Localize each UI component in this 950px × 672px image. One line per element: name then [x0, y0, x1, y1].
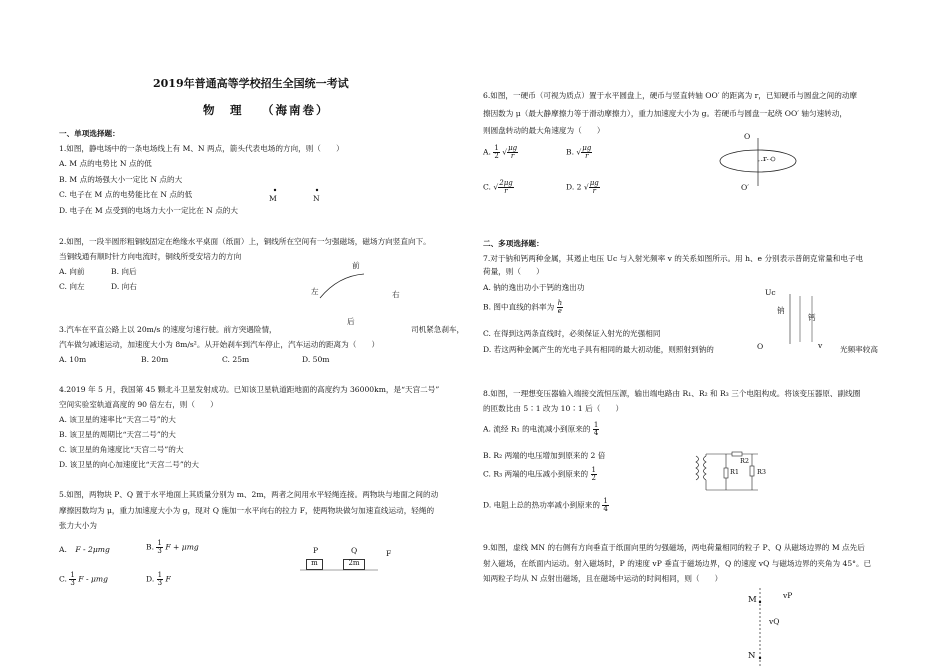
q6-d-d: r [592, 187, 596, 195]
q3-option-c: C. 25m [222, 355, 250, 364]
q8-c-d: 2 [591, 474, 596, 482]
q3-line-1a: 3.汽车在平直公路上以 20m/s 的速度匀速行驶。前方突遇险情， [59, 325, 277, 334]
q9-fig-vq: vQ [769, 617, 780, 626]
q7-fig-o: O [757, 342, 764, 351]
q8-fig-r2: R2 [740, 457, 750, 465]
q8-line-1: 8.如图，一理想变压器输入端接交流恒压源，输出端电路由 R₁、R₂ 和 R₃ 三个电阻构成。将该变压器原、副线圈 [483, 389, 861, 398]
q5-option-a [59, 546, 110, 554]
q4-option-b: B. 该卫星的周期比“天宫二号”的大 [59, 430, 176, 439]
q2-option-c: C. 向左 [59, 282, 85, 291]
q5-ground [300, 569, 380, 573]
q5-option-c-expr: F - μmg [78, 574, 108, 584]
q4-line-1: 4.2019 年 5 月，我国第 45 颗北斗卫星发射成功。已知该卫星轨道距地面的高度约为 36000km，是“天宫二号” [59, 385, 440, 394]
q8-d-d: 4 [603, 505, 608, 513]
q4-option-a: A. 该卫星的速率比“天宫二号”的大 [59, 415, 176, 424]
q7-line-2: 荷量，则（ ） [483, 267, 544, 276]
q5-option-a-expr: F - 2μmg [75, 545, 110, 554]
q5-option-c-label: C. [59, 574, 67, 584]
q5-option-c-frac [69, 572, 75, 587]
q8-option-b: B. R₂ 两端的电压增加到原来的 2 倍 [483, 451, 606, 460]
q7-option-d: D. 若这两种金属产生的光电子具有相同的最大初动能，则照射到钠的 [483, 345, 714, 354]
q6-option-a [483, 145, 518, 160]
q2-dir-right: 右 [392, 290, 400, 299]
q5-option-b-label: B. [146, 542, 154, 552]
q9-fig-vp: vP [783, 591, 793, 600]
q2-dir-front: 前 [352, 261, 360, 270]
q8-option-a-text: A. 流经 R₁ 的电流减小到原来的 [483, 424, 591, 434]
q6-line-3: 则圆盘转动的最大角速度为（ ） [483, 126, 605, 135]
q8-fig-r1: R1 [730, 468, 740, 476]
q7-line-1: 7.对于钠和钙两种金属，其遏止电压 Uc 与入射光频率 v 的关系如图所示。用 h、e 分别表示普朗克常量和电子电 [483, 254, 864, 263]
q9-line-3: 知两粒子均从 N 点射出磁场，且在磁场中运动的时间相同，则（ ） [483, 574, 723, 583]
q8-option-a [483, 422, 599, 437]
q8-a-n: 1 [593, 421, 599, 429]
q6-a-d: r [510, 152, 515, 160]
q5-block-q-label: 2m [348, 559, 360, 567]
volume-title: （海南卷） [262, 103, 330, 117]
exam-title: 2019年普通高等学校招生全国统一考试 [153, 77, 349, 90]
q6-c-sqrt: √ $\frac{2\mu g}{r}$ [493, 179, 513, 195]
q8-d-n: 1 [603, 497, 608, 505]
q7-figure [760, 292, 840, 350]
q5-option-b-expr: F + μmg [165, 542, 199, 552]
q6-coin [771, 157, 775, 161]
q5-line-2: 摩擦因数均为 μ，重力加速度大小为 g，现对 Q 施加一水平向右的拉力 F，使两物块做匀加速直线运动，轻绳的 [59, 506, 435, 515]
q7-b-n: h [557, 299, 563, 307]
q7-option-b-text: B. 图中直线的斜率为 [483, 302, 555, 312]
q2-option-d: D. 向右 [111, 282, 137, 291]
q3-option-a: A. 10m [59, 355, 87, 364]
q5-line-1: 5.如图，两物块 P、Q 置于水平地面上其质量分别为 m、2m，两者之间用水平轻绳连接。两物块与地面之间的动 [59, 490, 439, 499]
q3-line-1b: 司机紧急刹车， [411, 325, 465, 334]
q1-option-c: C. 电子在 M 点的电势能比在 N 点的低 [59, 190, 193, 199]
q5-option-d-frac [157, 572, 163, 587]
q6-d-n: μg [589, 179, 599, 187]
q5-fig-label-f: F [386, 549, 392, 558]
q2-option-a: A. 向前 [59, 267, 85, 276]
q6-option-d-label: D. 2 [566, 182, 582, 192]
q5-option-b-frac [156, 540, 162, 555]
q5-c-den: 3 [70, 579, 75, 587]
q3-line-2: 汽车做匀减速运动，加速度大小为 8m/s²。从开始刹车到汽车停止，汽车运动的距离为（ ） [59, 340, 380, 349]
q8-d-frac [602, 498, 608, 513]
q5-option-d [146, 572, 171, 587]
q8-c-n: 1 [591, 466, 596, 474]
q6-a-coef [493, 145, 499, 160]
q6-figure [710, 132, 810, 190]
q6-a-coef-d: 2 [494, 152, 499, 160]
q9-point-m [759, 601, 761, 603]
q4-option-c: C. 该卫星的角速度比“天宫二号”的大 [59, 445, 184, 454]
q6-d-sqrt: √ $\frac{\mu g}{r}$ [583, 179, 599, 195]
q6-c-n: 2μg [499, 179, 513, 187]
q3-option-d: D. 50m [302, 355, 330, 364]
q7-fig-na: 钠 [777, 306, 785, 315]
q8-line-2: 的匝数比由 5∶1 改为 10∶1 后（ ） [483, 404, 624, 413]
q3-option-b: B. 20m [141, 355, 169, 364]
q5-option-b [146, 540, 199, 555]
q2-line-1: 2.如图，一段半圆形粗铜线固定在绝缘水平桌面（纸面）上，铜线所在空间有一匀强磁场，磁场方向竖直向下。 [59, 237, 431, 246]
q6-option-b [566, 145, 592, 160]
section-single-choice: 一、单项选择题： [59, 129, 120, 138]
q5-fig-label-q: Q [351, 546, 358, 555]
q8-r3 [750, 466, 754, 476]
q6-b-d: r [585, 152, 589, 160]
q9-point-n [759, 657, 761, 659]
subject-title: 物 理 [203, 103, 244, 117]
q5-b-den: 3 [157, 547, 162, 555]
q6-option-a-label: A. [483, 147, 491, 157]
q1-point-m [274, 189, 276, 191]
q5-fig-label-p: P [313, 546, 319, 555]
q6-b-n: μg [582, 144, 592, 152]
q5-option-d-label: D. [146, 574, 155, 584]
q5-option-a-label: A. [59, 545, 67, 554]
q8-r2 [732, 452, 742, 456]
q6-option-b-label: B. [566, 147, 574, 157]
q2-option-b: B. 向后 [111, 267, 137, 276]
q1-label-m: M [269, 194, 277, 203]
q9-figure [750, 588, 810, 668]
q6-fig-r: r [763, 154, 767, 163]
q7-option-b [483, 300, 563, 315]
q2-dir-back: 后 [347, 317, 355, 326]
q8-option-c [483, 467, 597, 482]
q7-option-a: A. 钠的逸出功小于钙的逸出功 [483, 283, 585, 292]
q7-fig-uc: Uc [765, 288, 776, 297]
q2-dir-left: 左 [311, 287, 319, 296]
q4-line-2: 空间实验室轨道高度的 90 倍左右，则（ ） [59, 400, 218, 409]
q5-option-c [59, 572, 108, 587]
q8-secondary-coil [704, 456, 707, 480]
q5-d-den: 3 [157, 579, 163, 587]
q5-c-num: 1 [70, 571, 75, 579]
q5-block-p-label: m [311, 559, 318, 567]
section-multi-choice: 二、多项选择题： [483, 239, 544, 248]
q2-line-2: 当铜线通有顺时针方向电流时，铜线所受安培力的方向 [59, 252, 242, 261]
q6-fig-o-prime: O′ [741, 183, 749, 192]
q7-fig-ca: 钙 [808, 313, 816, 322]
q5-line-3: 张力大小为 [59, 521, 97, 530]
q5-d-num: 1 [157, 571, 163, 579]
q6-line-2: 擦因数为 μ（最大静摩擦力等于滑动摩擦力），重力加速度大小为 g。若硬币与圆盘一起绕 OO′ 轴匀速转动， [483, 109, 847, 118]
q7-b-frac [557, 300, 564, 315]
q6-c-d: r [504, 187, 508, 195]
q4-option-d: D. 该卫星的向心加速度比“天宫二号”的大 [59, 460, 199, 469]
q8-a-d: 4 [593, 429, 599, 437]
q5-option-d-expr: F [165, 574, 171, 584]
q1-stem: 1.如图，静电场中的一条电场线上有 M、N 两点，箭头代表电场的方向，则（ ） [59, 144, 344, 153]
q8-option-d-text: D. 电阻上总的热功率减小到原来的 [483, 500, 600, 510]
q1-label-n: N [313, 194, 320, 203]
q8-fig-r3: R3 [757, 468, 767, 476]
q7-option-d-tail: 光频率较高 [840, 345, 878, 354]
q8-c-frac [591, 467, 597, 482]
q6-a-n: μg [508, 144, 518, 152]
q9-fig-n: N [748, 651, 756, 661]
q8-circuit [688, 450, 768, 496]
q8-option-c-text: C. R₃ 两端的电压减小到原来的 [483, 469, 589, 479]
q7-option-c: C. 在得到这两条直线时，必须保证入射光的光强相同 [483, 329, 661, 338]
q9-fig-m: M [748, 595, 757, 605]
q5-b-num: 1 [157, 539, 162, 547]
q6-line-1: 6.如图，一硬币（可视为质点）置于水平圆盘上，硬币与竖直转轴 OO′ 的距离为 r，已知硬币与圆盘之间的动摩 [483, 91, 858, 100]
q1-option-d: D. 电子在 M 点受到的电场力大小一定比在 N 点的大 [59, 206, 238, 215]
q1-option-a: A. M 点的电势比 N 点的低 [59, 159, 152, 168]
q9-line-2: 射入磁场，在纸面内运动。射入磁场时，P 的速度 vP 垂直于磁场边界，Q 的速度 vQ 与磁场边界的夹角为 45°。已 [483, 559, 872, 568]
q6-a-coef-n: 1 [494, 144, 499, 152]
q6-option-d [566, 180, 600, 195]
q1-point-n [316, 189, 318, 191]
q1-option-b: B. M 点的场强大小一定比 N 点的大 [59, 175, 183, 184]
q6-option-c [483, 180, 514, 195]
q2-figure-arc [318, 272, 368, 302]
q9-line-1: 9.如图，虚线 MN 的右侧有方向垂直于纸面向里的匀强磁场，两电荷量相同的粒子 P、Q 从磁场边界的 M 点先后 [483, 543, 865, 552]
q7-b-d: e [557, 307, 562, 315]
q6-option-c-label: C. [483, 182, 491, 192]
q6-fig-o: O [744, 132, 751, 141]
q8-r1 [724, 468, 728, 478]
q8-a-frac [593, 422, 599, 437]
q6-a-sqrt: √ $\frac{\mu g}{r}$ [502, 144, 518, 160]
q8-primary-coil [696, 456, 699, 480]
q8-option-d [483, 498, 609, 513]
q7-fig-v: v [818, 341, 823, 350]
q6-b-sqrt: √ $\frac{\mu g}{r}$ [576, 144, 592, 160]
